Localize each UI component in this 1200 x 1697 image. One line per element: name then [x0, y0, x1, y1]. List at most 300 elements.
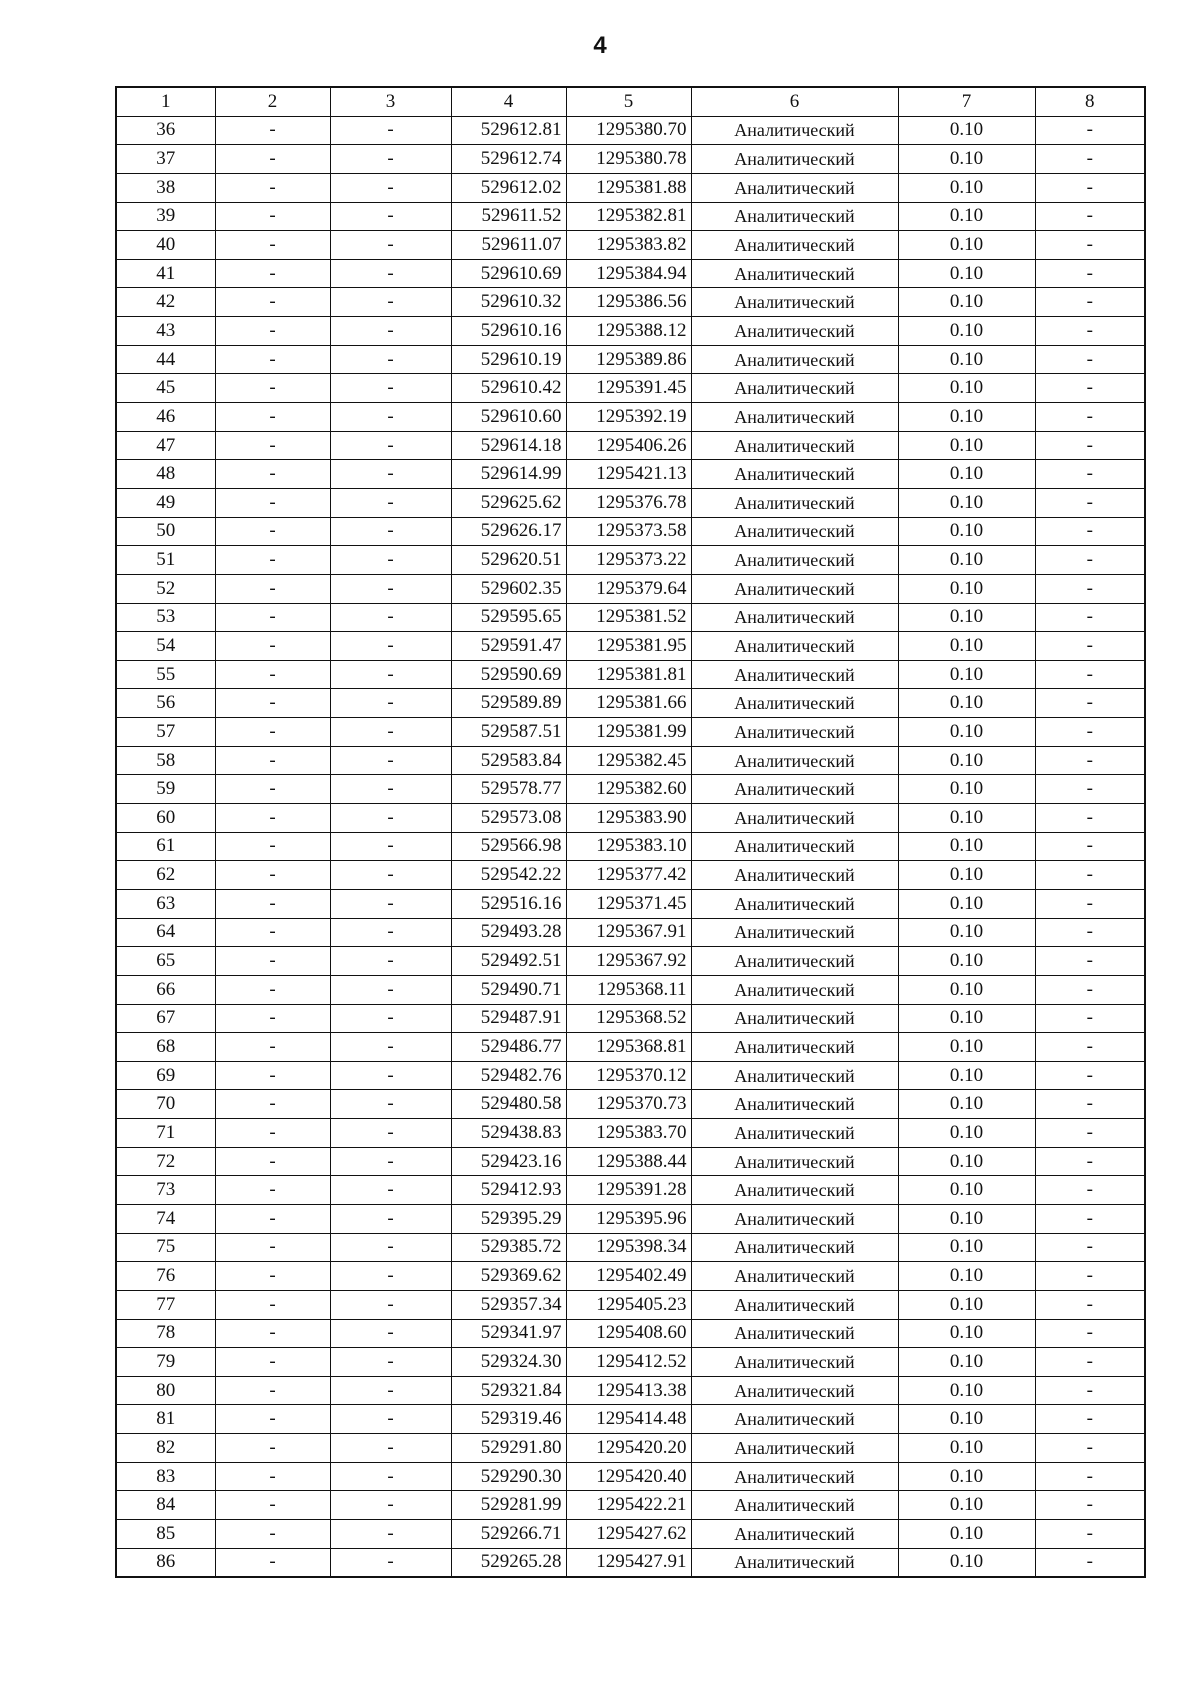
point-number-cell: 49	[116, 488, 215, 517]
method-cell: Аналитический	[691, 1033, 898, 1062]
coordinate-x-cell: 529482.76	[451, 1061, 566, 1090]
column-3-cell: -	[330, 1119, 451, 1148]
column-8-cell: -	[1035, 1376, 1145, 1405]
column-8-cell: -	[1035, 1176, 1145, 1205]
table-row	[116, 460, 1145, 489]
column-2-cell: -	[215, 975, 330, 1004]
method-cell: Аналитический	[691, 317, 898, 346]
accuracy-cell: 0.10	[898, 1204, 1035, 1233]
coordinate-x-cell: 529423.16	[451, 1147, 566, 1176]
point-number-cell: 68	[116, 1033, 215, 1062]
coordinate-y-cell: 1295382.81	[566, 202, 691, 231]
column-2-cell: -	[215, 517, 330, 546]
column-3-cell: -	[330, 1548, 451, 1577]
column-8-cell: -	[1035, 1462, 1145, 1491]
column-3-cell: -	[330, 546, 451, 575]
column-2-cell: -	[215, 1004, 330, 1033]
column-8-cell: -	[1035, 403, 1145, 432]
point-number-cell: 76	[116, 1262, 215, 1291]
point-number-cell: 50	[116, 517, 215, 546]
column-3-cell: -	[330, 1061, 451, 1090]
coordinate-x-cell: 529357.34	[451, 1290, 566, 1319]
method-cell: Аналитический	[691, 173, 898, 202]
coordinate-x-cell: 529438.83	[451, 1119, 566, 1148]
method-cell: Аналитический	[691, 689, 898, 718]
point-number-cell: 36	[116, 116, 215, 145]
coordinate-x-cell: 529587.51	[451, 718, 566, 747]
method-cell: Аналитический	[691, 546, 898, 575]
point-number-cell: 54	[116, 632, 215, 661]
method-cell: Аналитический	[691, 145, 898, 174]
coordinate-x-cell: 529341.97	[451, 1319, 566, 1348]
column-2-cell: -	[215, 603, 330, 632]
column-3-cell: -	[330, 832, 451, 861]
point-number-cell: 47	[116, 431, 215, 460]
column-2-cell: -	[215, 488, 330, 517]
column-3-cell: -	[330, 746, 451, 775]
table-header-row	[116, 87, 1145, 116]
point-number-cell: 64	[116, 918, 215, 947]
point-number-cell: 75	[116, 1233, 215, 1262]
column-8-cell: -	[1035, 374, 1145, 403]
point-number-cell: 71	[116, 1119, 215, 1148]
page-number: 4	[593, 32, 607, 59]
accuracy-cell: 0.10	[898, 1033, 1035, 1062]
column-2-cell: -	[215, 1319, 330, 1348]
column-8-cell: -	[1035, 288, 1145, 317]
column-2-cell: -	[215, 1520, 330, 1549]
accuracy-cell: 0.10	[898, 1462, 1035, 1491]
method-cell: Аналитический	[691, 1376, 898, 1405]
column-8-cell: -	[1035, 145, 1145, 174]
table-row	[116, 1147, 1145, 1176]
coordinate-x-cell: 529578.77	[451, 775, 566, 804]
column-3-cell: -	[330, 1348, 451, 1377]
table-row	[116, 374, 1145, 403]
method-cell: Аналитический	[691, 804, 898, 833]
column-2-cell: -	[215, 804, 330, 833]
method-cell: Аналитический	[691, 861, 898, 890]
column-8-cell: -	[1035, 1004, 1145, 1033]
accuracy-cell: 0.10	[898, 1520, 1035, 1549]
accuracy-cell: 0.10	[898, 804, 1035, 833]
column-8-cell: -	[1035, 1548, 1145, 1577]
point-number-cell: 56	[116, 689, 215, 718]
column-2-cell: -	[215, 1176, 330, 1205]
accuracy-cell: 0.10	[898, 546, 1035, 575]
accuracy-cell: 0.10	[898, 603, 1035, 632]
point-number-cell: 58	[116, 746, 215, 775]
coordinate-x-cell: 529625.62	[451, 488, 566, 517]
column-2-cell: -	[215, 947, 330, 976]
accuracy-cell: 0.10	[898, 288, 1035, 317]
coordinate-y-cell: 1295368.52	[566, 1004, 691, 1033]
accuracy-cell: 0.10	[898, 1004, 1035, 1033]
column-3-cell: -	[330, 603, 451, 632]
coordinate-y-cell: 1295383.10	[566, 832, 691, 861]
column-2-cell: -	[215, 660, 330, 689]
method-cell: Аналитический	[691, 660, 898, 689]
coordinate-x-cell: 529281.99	[451, 1491, 566, 1520]
coordinates-table	[115, 86, 1146, 1578]
point-number-cell: 67	[116, 1004, 215, 1033]
coordinate-x-cell: 529610.42	[451, 374, 566, 403]
method-cell: Аналитический	[691, 947, 898, 976]
point-number-cell: 45	[116, 374, 215, 403]
accuracy-cell: 0.10	[898, 975, 1035, 1004]
column-2-cell: -	[215, 889, 330, 918]
column-3-cell: -	[330, 861, 451, 890]
method-cell: Аналитический	[691, 202, 898, 231]
coordinate-y-cell: 1295381.99	[566, 718, 691, 747]
column-8-cell: -	[1035, 632, 1145, 661]
method-cell: Аналитический	[691, 231, 898, 260]
accuracy-cell: 0.10	[898, 861, 1035, 890]
column-2-cell: -	[215, 1147, 330, 1176]
accuracy-cell: 0.10	[898, 1491, 1035, 1520]
coordinate-y-cell: 1295373.22	[566, 546, 691, 575]
point-number-cell: 55	[116, 660, 215, 689]
method-cell: Аналитический	[691, 1290, 898, 1319]
accuracy-cell: 0.10	[898, 403, 1035, 432]
accuracy-cell: 0.10	[898, 116, 1035, 145]
method-cell: Аналитический	[691, 259, 898, 288]
column-3-cell: -	[330, 1262, 451, 1291]
accuracy-cell: 0.10	[898, 1434, 1035, 1463]
table-row	[116, 1290, 1145, 1319]
column-2-cell: -	[215, 374, 330, 403]
coordinate-y-cell: 1295381.95	[566, 632, 691, 661]
column-2-cell: -	[215, 574, 330, 603]
point-number-cell: 53	[116, 603, 215, 632]
point-number-cell: 37	[116, 145, 215, 174]
coordinate-x-cell: 529291.80	[451, 1434, 566, 1463]
coordinate-y-cell: 1295370.73	[566, 1090, 691, 1119]
point-number-cell: 38	[116, 173, 215, 202]
column-3-cell: -	[330, 975, 451, 1004]
coordinate-x-cell: 529620.51	[451, 546, 566, 575]
column-2-cell: -	[215, 1290, 330, 1319]
table-row	[116, 288, 1145, 317]
coordinate-x-cell: 529583.84	[451, 746, 566, 775]
table-body	[116, 116, 1145, 1577]
point-number-cell: 82	[116, 1434, 215, 1463]
point-number-cell: 85	[116, 1520, 215, 1549]
coordinate-x-cell: 529614.99	[451, 460, 566, 489]
column-8-cell: -	[1035, 546, 1145, 575]
table-row	[116, 488, 1145, 517]
column-8-cell: -	[1035, 1204, 1145, 1233]
coordinate-y-cell: 1295413.38	[566, 1376, 691, 1405]
column-8-cell: -	[1035, 1520, 1145, 1549]
column-8-cell: -	[1035, 231, 1145, 260]
coordinate-y-cell: 1295371.45	[566, 889, 691, 918]
accuracy-cell: 0.10	[898, 345, 1035, 374]
column-3-cell: -	[330, 632, 451, 661]
coordinate-x-cell: 529602.35	[451, 574, 566, 603]
coordinate-x-cell: 529265.28	[451, 1548, 566, 1577]
table-row	[116, 1491, 1145, 1520]
accuracy-cell: 0.10	[898, 1147, 1035, 1176]
coordinate-x-cell: 529516.16	[451, 889, 566, 918]
accuracy-cell: 0.10	[898, 718, 1035, 747]
table-row	[116, 746, 1145, 775]
coordinate-y-cell: 1295383.90	[566, 804, 691, 833]
column-2-cell: -	[215, 173, 330, 202]
table-row	[116, 1004, 1145, 1033]
column-3-cell: -	[330, 1233, 451, 1262]
coordinate-y-cell: 1295388.12	[566, 317, 691, 346]
method-cell: Аналитический	[691, 345, 898, 374]
coordinate-y-cell: 1295412.52	[566, 1348, 691, 1377]
coordinate-x-cell: 529595.65	[451, 603, 566, 632]
column-3-cell: -	[330, 918, 451, 947]
coordinate-x-cell: 529610.69	[451, 259, 566, 288]
column-2-cell: -	[215, 632, 330, 661]
point-number-cell: 59	[116, 775, 215, 804]
coordinate-y-cell: 1295382.45	[566, 746, 691, 775]
accuracy-cell: 0.10	[898, 1376, 1035, 1405]
point-number-cell: 69	[116, 1061, 215, 1090]
column-2-cell: -	[215, 403, 330, 432]
table-row	[116, 1176, 1145, 1205]
column-3-cell: -	[330, 804, 451, 833]
point-number-cell: 61	[116, 832, 215, 861]
coordinate-y-cell: 1295381.88	[566, 173, 691, 202]
table-row	[116, 1376, 1145, 1405]
accuracy-cell: 0.10	[898, 517, 1035, 546]
column-2-cell: -	[215, 116, 330, 145]
point-number-cell: 84	[116, 1491, 215, 1520]
column-3-cell: -	[330, 1090, 451, 1119]
coordinate-y-cell: 1295391.28	[566, 1176, 691, 1205]
method-cell: Аналитический	[691, 1147, 898, 1176]
coordinate-y-cell: 1295402.49	[566, 1262, 691, 1291]
column-3-cell: -	[330, 173, 451, 202]
accuracy-cell: 0.10	[898, 488, 1035, 517]
accuracy-cell: 0.10	[898, 889, 1035, 918]
table-row	[116, 231, 1145, 260]
table-row	[116, 804, 1145, 833]
column-8-cell: -	[1035, 1405, 1145, 1434]
coordinate-y-cell: 1295422.21	[566, 1491, 691, 1520]
column-8-cell: -	[1035, 1233, 1145, 1262]
column-3-cell: -	[330, 431, 451, 460]
point-number-cell: 41	[116, 259, 215, 288]
method-cell: Аналитический	[691, 488, 898, 517]
column-8-cell: -	[1035, 488, 1145, 517]
column-2-cell: -	[215, 1405, 330, 1434]
column-2-cell: -	[215, 1348, 330, 1377]
accuracy-cell: 0.10	[898, 1290, 1035, 1319]
column-8-cell: -	[1035, 804, 1145, 833]
column-2-cell: -	[215, 718, 330, 747]
column-8-cell: -	[1035, 1119, 1145, 1148]
column-header: 4	[451, 87, 566, 116]
accuracy-cell: 0.10	[898, 1319, 1035, 1348]
point-number-cell: 70	[116, 1090, 215, 1119]
table-row	[116, 603, 1145, 632]
column-2-cell: -	[215, 1462, 330, 1491]
coordinate-x-cell: 529612.02	[451, 173, 566, 202]
method-cell: Аналитический	[691, 1090, 898, 1119]
point-number-cell: 48	[116, 460, 215, 489]
method-cell: Аналитический	[691, 1004, 898, 1033]
column-3-cell: -	[330, 116, 451, 145]
column-2-cell: -	[215, 1033, 330, 1062]
coordinate-x-cell: 529611.07	[451, 231, 566, 260]
coordinate-x-cell: 529324.30	[451, 1348, 566, 1377]
table-row	[116, 1090, 1145, 1119]
table-row	[116, 1520, 1145, 1549]
coordinate-x-cell: 529610.60	[451, 403, 566, 432]
coordinate-x-cell: 529591.47	[451, 632, 566, 661]
column-8-cell: -	[1035, 259, 1145, 288]
column-2-cell: -	[215, 1548, 330, 1577]
coordinate-y-cell: 1295389.86	[566, 345, 691, 374]
accuracy-cell: 0.10	[898, 173, 1035, 202]
method-cell: Аналитический	[691, 603, 898, 632]
column-2-cell: -	[215, 832, 330, 861]
accuracy-cell: 0.10	[898, 317, 1035, 346]
table-row	[116, 403, 1145, 432]
coordinate-y-cell: 1295370.12	[566, 1061, 691, 1090]
column-2-cell: -	[215, 145, 330, 174]
coordinate-y-cell: 1295384.94	[566, 259, 691, 288]
column-header: 6	[691, 87, 898, 116]
column-8-cell: -	[1035, 1262, 1145, 1291]
method-cell: Аналитический	[691, 1434, 898, 1463]
accuracy-cell: 0.10	[898, 1176, 1035, 1205]
point-number-cell: 66	[116, 975, 215, 1004]
column-3-cell: -	[330, 689, 451, 718]
table-row	[116, 145, 1145, 174]
coordinate-x-cell: 529321.84	[451, 1376, 566, 1405]
column-8-cell: -	[1035, 1348, 1145, 1377]
coordinate-y-cell: 1295373.58	[566, 517, 691, 546]
column-2-cell: -	[215, 746, 330, 775]
column-2-cell: -	[215, 345, 330, 374]
column-3-cell: -	[330, 1319, 451, 1348]
point-number-cell: 57	[116, 718, 215, 747]
column-3-cell: -	[330, 345, 451, 374]
coordinate-x-cell: 529573.08	[451, 804, 566, 833]
column-2-cell: -	[215, 546, 330, 575]
method-cell: Аналитический	[691, 918, 898, 947]
coordinate-y-cell: 1295376.78	[566, 488, 691, 517]
column-2-cell: -	[215, 689, 330, 718]
coordinate-x-cell: 529385.72	[451, 1233, 566, 1262]
method-cell: Аналитический	[691, 1319, 898, 1348]
column-8-cell: -	[1035, 1090, 1145, 1119]
accuracy-cell: 0.10	[898, 918, 1035, 947]
method-cell: Аналитический	[691, 288, 898, 317]
accuracy-cell: 0.10	[898, 1233, 1035, 1262]
column-3-cell: -	[330, 488, 451, 517]
method-cell: Аналитический	[691, 1548, 898, 1577]
accuracy-cell: 0.10	[898, 231, 1035, 260]
coordinate-x-cell: 529626.17	[451, 517, 566, 546]
column-8-cell: -	[1035, 574, 1145, 603]
method-cell: Аналитический	[691, 517, 898, 546]
column-2-cell: -	[215, 1434, 330, 1463]
column-3-cell: -	[330, 460, 451, 489]
column-8-cell: -	[1035, 1147, 1145, 1176]
coordinate-y-cell: 1295381.66	[566, 689, 691, 718]
method-cell: Аналитический	[691, 1491, 898, 1520]
point-number-cell: 83	[116, 1462, 215, 1491]
column-2-cell: -	[215, 288, 330, 317]
point-number-cell: 44	[116, 345, 215, 374]
column-8-cell: -	[1035, 889, 1145, 918]
accuracy-cell: 0.10	[898, 832, 1035, 861]
accuracy-cell: 0.10	[898, 775, 1035, 804]
point-number-cell: 73	[116, 1176, 215, 1205]
coordinate-y-cell: 1295382.60	[566, 775, 691, 804]
column-2-cell: -	[215, 1204, 330, 1233]
table-row	[116, 317, 1145, 346]
column-8-cell: -	[1035, 1290, 1145, 1319]
column-3-cell: -	[330, 517, 451, 546]
accuracy-cell: 0.10	[898, 460, 1035, 489]
table-row	[116, 861, 1145, 890]
point-number-cell: 78	[116, 1319, 215, 1348]
method-cell: Аналитический	[691, 1204, 898, 1233]
table-row	[116, 775, 1145, 804]
column-3-cell: -	[330, 1434, 451, 1463]
table-row	[116, 202, 1145, 231]
accuracy-cell: 0.10	[898, 947, 1035, 976]
accuracy-cell: 0.10	[898, 746, 1035, 775]
table-row	[116, 1462, 1145, 1491]
column-3-cell: -	[330, 660, 451, 689]
table-row	[116, 1061, 1145, 1090]
method-cell: Аналитический	[691, 1405, 898, 1434]
column-header: 8	[1035, 87, 1145, 116]
table-row	[116, 632, 1145, 661]
point-number-cell: 42	[116, 288, 215, 317]
table-row	[116, 1348, 1145, 1377]
coordinate-x-cell: 529492.51	[451, 947, 566, 976]
coordinate-y-cell: 1295383.70	[566, 1119, 691, 1148]
column-3-cell: -	[330, 574, 451, 603]
column-3-cell: -	[330, 1491, 451, 1520]
column-header: 3	[330, 87, 451, 116]
table-row	[116, 1319, 1145, 1348]
method-cell: Аналитический	[691, 718, 898, 747]
method-cell: Аналитический	[691, 116, 898, 145]
column-3-cell: -	[330, 1290, 451, 1319]
column-8-cell: -	[1035, 1033, 1145, 1062]
column-3-cell: -	[330, 1147, 451, 1176]
coordinate-y-cell: 1295406.26	[566, 431, 691, 460]
column-header: 7	[898, 87, 1035, 116]
table-row	[116, 889, 1145, 918]
coordinate-y-cell: 1295392.19	[566, 403, 691, 432]
point-number-cell: 51	[116, 546, 215, 575]
point-number-cell: 72	[116, 1147, 215, 1176]
coordinate-x-cell: 529486.77	[451, 1033, 566, 1062]
column-3-cell: -	[330, 202, 451, 231]
column-8-cell: -	[1035, 173, 1145, 202]
column-header: 1	[116, 87, 215, 116]
coordinate-y-cell: 1295421.13	[566, 460, 691, 489]
coordinate-y-cell: 1295427.91	[566, 1548, 691, 1577]
coordinate-x-cell: 529590.69	[451, 660, 566, 689]
coordinate-x-cell: 529610.16	[451, 317, 566, 346]
column-8-cell: -	[1035, 660, 1145, 689]
coordinate-x-cell: 529610.32	[451, 288, 566, 317]
